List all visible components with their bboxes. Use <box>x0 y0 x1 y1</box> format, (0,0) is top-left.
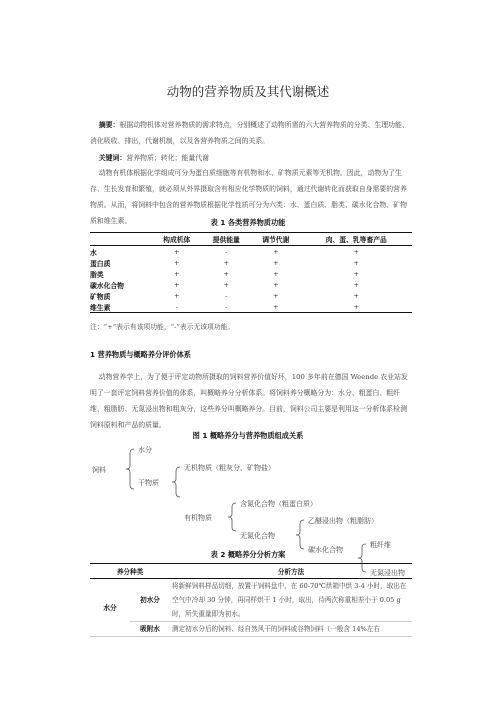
table-cell: + <box>272 269 279 278</box>
keywords-text: 营养物质；转化；能量代谢 <box>126 154 210 162</box>
section1-text: 动物营养学上，为了便于评定动物所摄取的饲料营养价值好坏，100 多年前在德国 Weende 农业站发明了一套评定饲料营养价值的体系，叫概略养分分析体系。将饲料养分概略分为：水分、粗蛋白、粗纤维、粗脂肪、无氮浸出物和粗灰分，这些养分叫概略养分。目前，饲料公司主要是利用这一分析体系检测饲料原料和产品的质量。 <box>90 373 408 429</box>
node-nfe: 无氮浸出物 <box>370 569 405 577</box>
table2-caption: 表 2 概略养分分析方案 <box>210 550 286 559</box>
table-header-cell: 调节代谢 <box>251 233 301 246</box>
node-ether-extract: 乙醚浸出物（粗脂肪） <box>308 517 378 525</box>
table1-note: 注：“+”表示有该项功能，“-”表示无该项功能。 <box>90 323 235 331</box>
row-label: 碳水化合物 <box>90 281 124 290</box>
table-cell: + <box>272 291 279 300</box>
table-cell: + <box>251 301 301 313</box>
node-feed: 饲料 <box>92 466 106 474</box>
row-label: 蛋白质 <box>90 259 111 268</box>
table-header-cell: 分析方法 <box>170 564 412 579</box>
row-label: 水 <box>90 248 97 257</box>
row-label: 矿物质 <box>90 292 111 301</box>
table-cell: + <box>223 280 230 289</box>
table-cell: + <box>353 247 360 256</box>
group-label: 水分 <box>90 579 130 637</box>
table-cell: + <box>173 247 180 256</box>
table-cell: - <box>152 301 202 313</box>
row-label: 脂类 <box>90 270 104 279</box>
table-cell: + <box>353 280 360 289</box>
node-nonnitrogen: 无氮化合物 <box>240 532 275 540</box>
table-cell: - <box>202 301 252 313</box>
table-cell: + <box>272 280 279 289</box>
table-row <box>90 622 412 637</box>
table-row <box>90 579 412 622</box>
row-label: 初水分 <box>130 579 170 622</box>
table-cell: + <box>173 291 180 300</box>
table-cell: + <box>173 280 180 289</box>
table-header-cell: 提供能量 <box>202 233 252 246</box>
section1-heading: 1 营养物质与概略养分评价体系 <box>90 350 191 359</box>
node-carbohydrate: 碳水化合物 <box>308 546 343 554</box>
table-cell: - <box>225 291 228 300</box>
table-cell: + <box>301 301 412 313</box>
table-cell: + <box>272 247 279 256</box>
table-cell: 测定初水分后的饲料、经自然风干的饲料或谷物饲料（一般含 14%左右 <box>170 622 412 637</box>
analysis-scheme-table <box>90 563 412 637</box>
abstract-text: 根据动物机体对营养物质的需求特点，分别概述了动物所需的六大营养物质的分类、生理功能、消化吸收、排出，代谢机制，以及各营养物质之间的关系。 <box>90 121 409 145</box>
row-label: 吸附水 <box>130 622 170 637</box>
table-cell: + <box>173 269 180 278</box>
table-cell: + <box>272 258 279 267</box>
table-cell: + <box>173 258 180 267</box>
table-cell: - <box>225 247 228 256</box>
node-water: 水分 <box>138 446 152 454</box>
node-organic: 有机物质 <box>184 514 212 522</box>
table-cell: + <box>353 291 360 300</box>
node-crude-fiber: 粗纤维 <box>370 541 391 549</box>
table-cell: + <box>223 258 230 267</box>
figure1-caption: 图 1 概略养分与营养物质组成关系 <box>192 431 304 440</box>
keywords-label: 关键词： <box>98 154 127 162</box>
table-cell: 将新鲜饲料样品切细，放置于饲料盘中，在 60-70℃烘箱中烘 3-4 小时，取出在空气中冷却 30 分钟，再同样烘干 1 小时，取出，待两次称重相差小于 0.05 g 时，所失重量即为初水。 <box>170 579 412 622</box>
intro-text: 动物有机体根据化学组成可分为蛋白质细胞等有机物和水、矿物质元素等无机物。因此，动物为了生存、生长发育和繁殖，就必须从外界摄取含有相应化学物质的饲料，通过代谢转化而获取自身需要的营养物质。从而，将饲料中包含的营养物质根据化学性质可分为六类：水、蛋白质、脂类、碳水化合物、矿物质和维生素。 <box>90 169 407 225</box>
row-label: 维生素 <box>90 301 152 313</box>
table-cell: + <box>353 258 360 267</box>
node-inorganic: 无机物质（粗灰分、矿物盐） <box>184 464 275 472</box>
table-header-cell: 养分种类 <box>90 564 170 579</box>
table-cell: + <box>353 269 360 278</box>
table1-caption: 表 1 各类营养物质功能 <box>210 218 286 227</box>
page-title: 动物的营养物质及其代谢概述 <box>166 84 330 99</box>
table-header-cell: 肉、蛋、乳等畜产品 <box>301 233 412 246</box>
table-header-cell: 构成机体 <box>152 233 202 246</box>
abstract-label: 摘要： <box>98 121 120 129</box>
node-dry-matter: 干物质 <box>138 479 159 487</box>
table-cell: + <box>223 269 230 278</box>
table-header-row <box>90 564 412 579</box>
node-nitrogenous: 含氮化合物（粗蛋白质） <box>240 500 317 508</box>
